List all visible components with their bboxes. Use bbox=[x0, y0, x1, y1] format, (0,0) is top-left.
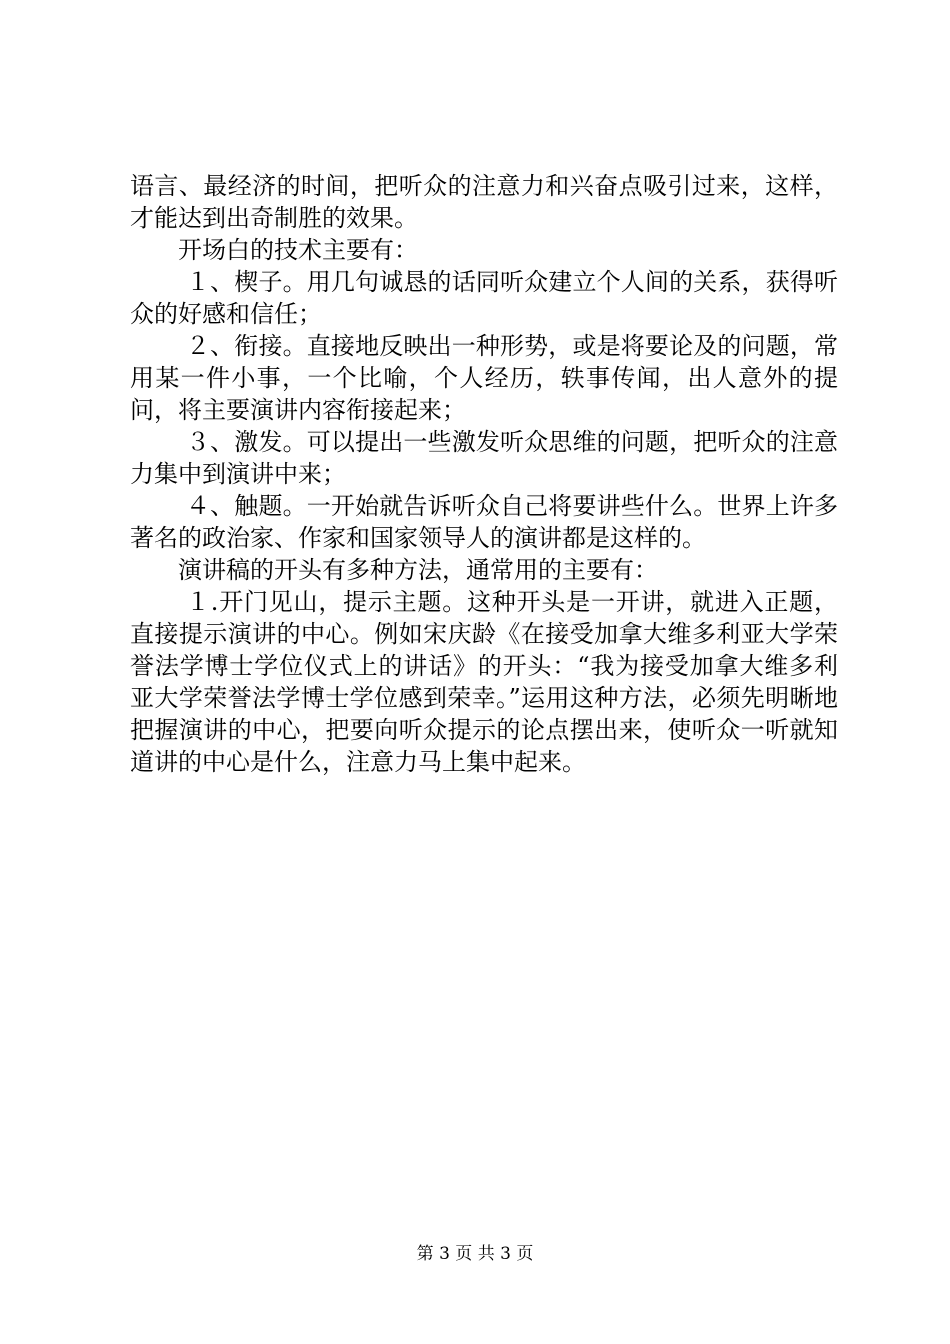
paragraph-technique-3: ３、激发。可以提出一些激发听众思维的问题，把听众的注意力集中到演讲中来； bbox=[130, 428, 838, 488]
paragraph-opening-methods-heading: 演讲稿的开头有多种方法，通常用的主要有： bbox=[178, 556, 658, 584]
document-body bbox=[130, 170, 838, 778]
paragraph-technique-2: ２、衔接。直接地反映出一种形势，或是将要论及的问题，常用某一件小事，一个比喻，个人经历，轶事传闻，出人意外的提问，将主要演讲内容衔接起来； bbox=[130, 332, 838, 424]
paragraph-method-1: １.开门见山，提示主题。这种开头是一开讲，就进入正题，直接提示演讲的中心。例如宋庆龄《在接受加拿大维多利亚大学荣誉法学博士学位仪式上的讲话》的开头：“我为接受加拿大维多利亚大学荣誉法学博士学位感到荣幸。”运用这种方法，必须先明晰地把握演讲的中心，把要向听众提示的论点摆出来，使听众一听就知道讲的中心是什么，注意力马上集中起来。 bbox=[130, 588, 838, 776]
paragraph-technique-4: ４、触题。一开始就告诉听众自己将要讲些什么。世界上许多著名的政治家、作家和国家领导人的演讲都是这样的。 bbox=[130, 492, 838, 552]
paragraph-opening-techniques-heading: 开场白的技术主要有： bbox=[178, 236, 418, 264]
page-footer bbox=[0, 1244, 950, 1264]
paragraph-continuation: 语言、最经济的时间，把听众的注意力和兴奋点吸引过来，这样，才能达到出奇制胜的效果。 bbox=[130, 172, 838, 232]
page-number-label: 第 3 页 共 3 页 bbox=[416, 1244, 534, 1264]
paragraph-technique-1: １、楔子。用几句诚恳的话同听众建立个人间的关系，获得听众的好感和信任； bbox=[130, 268, 838, 328]
